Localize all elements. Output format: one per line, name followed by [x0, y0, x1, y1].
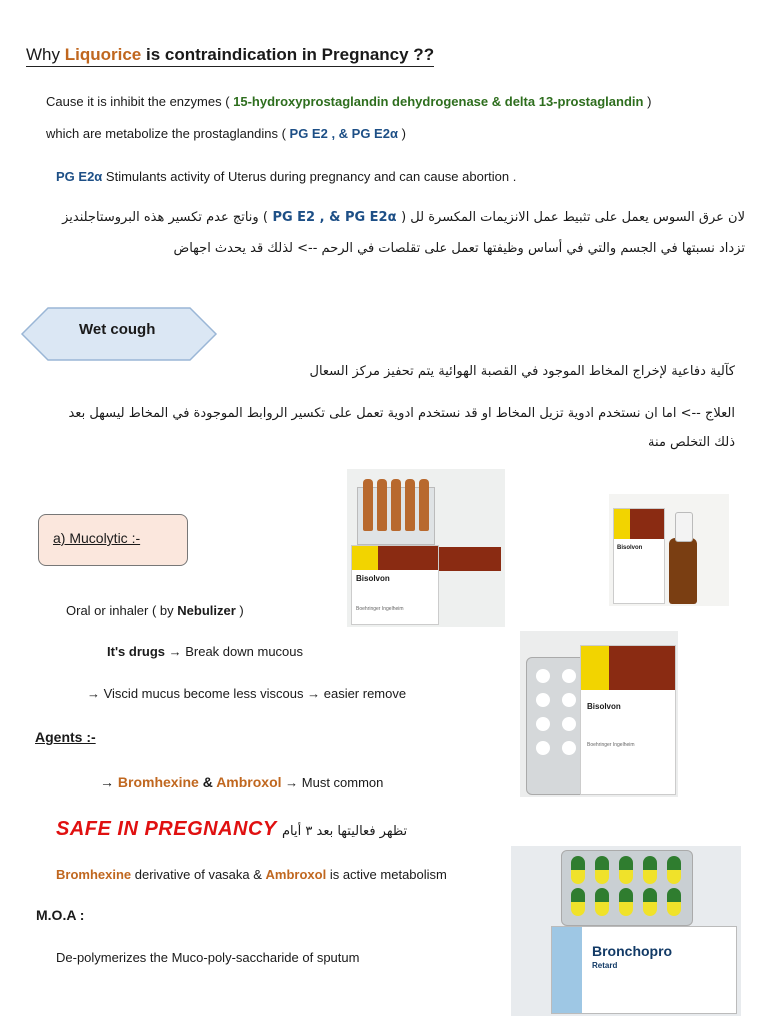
bisolvon-syrup-photo	[609, 494, 729, 606]
common-text: → Must common	[281, 775, 384, 790]
wet-cough-label: Wet cough	[79, 321, 156, 338]
arabic-para-2-line-1: كآلية دفاعية لإخراج المخاط الموجود في القصبة الهوائية يتم تحفيز مركز السعال	[309, 364, 735, 379]
cause-text: Cause it is inhibit the enzymes (	[46, 94, 234, 109]
drugs-text: It's drugs	[107, 644, 165, 659]
arabic-para-1-line-2: تزداد نسبتها في الجسم والتي في أساس وظيفتها تعمل على تقلصات في الرحم --> لذلك قد يحدث اجهاض	[173, 241, 745, 256]
uterus-text: Stimulants activity of Uterus during pregnancy and can cause abortion .	[102, 169, 517, 184]
breakdown-text: → Break down mucous	[165, 644, 304, 659]
maker-label: Boehringer Ingelheim	[356, 606, 404, 612]
oral-paren: )	[235, 603, 244, 618]
arabic-text: ) وناتج عدم تكسير هذه البروستاجلنديز	[62, 210, 268, 225]
cause-paren: )	[643, 94, 652, 109]
moa-text: De-polymerizes the Muco-poly-saccharide of sputum	[56, 950, 360, 965]
cause-line-2	[46, 126, 406, 141]
pg-text: PG E2 , & PG E2α	[289, 126, 398, 141]
cause-line-3	[56, 169, 516, 184]
bisolvon-ampoules-photo	[347, 469, 505, 627]
derivative-text: derivative of vasaka &	[131, 867, 266, 882]
ambroxol-text: Ambroxol	[265, 867, 327, 882]
mucolytic-label: a) Mucolytic :-	[53, 530, 141, 546]
bisolvon-label: Bisolvon	[356, 574, 390, 583]
derivative-line	[56, 867, 447, 882]
safe-in-pregnancy: SAFE IN PREGNANCY	[56, 818, 277, 840]
arabic-text: لان عرق السوس يعمل على تثبيط عمل الانزيمات المكسرة لل (	[401, 210, 745, 225]
mucolytic-box	[38, 514, 188, 566]
amp-text: &	[198, 774, 217, 790]
syrup-bisolvon-label: Bisolvon	[617, 545, 643, 551]
metab-text: which are metabolize the prostaglandins (	[46, 126, 290, 141]
title-post: is contraindication in Pregnancy ??	[141, 45, 435, 64]
page-title	[26, 45, 434, 67]
ambroxol-text: Ambroxol	[216, 774, 282, 790]
oral-text: Oral or inhaler ( by	[66, 603, 178, 618]
oral-inhaler-line	[66, 603, 244, 618]
arabic-para-2-line-2: العلاج --> اما ان نستخدم ادوية تزيل المخاط او قد نستخدم ادوية تعمل على تكسير الروابط الموجودة في المخاط ليسهل بعد	[68, 406, 735, 421]
cause-line-1	[46, 94, 651, 109]
viscid-line: → Viscid mucus become less viscous → easier remove	[87, 686, 407, 701]
bromhexine-text: Bromhexine	[117, 774, 199, 790]
wet-cough-badge	[20, 306, 218, 362]
arrow-icon: →	[100, 774, 118, 790]
arabic-pg-text: PG E2 , & PG E2α	[267, 210, 402, 225]
drugs-line	[107, 644, 303, 659]
agents-line	[100, 774, 383, 790]
title-liquorice: Liquorice	[64, 45, 142, 64]
title-pre: Why	[26, 45, 65, 64]
enzymes-text: 15-hydroxyprostaglandin dehydrogenase & delta 13-prostaglandin	[233, 94, 644, 109]
pg-e2a-text: PG E2α	[56, 169, 103, 184]
tablets-maker-label: Boehringer Ingelheim	[587, 742, 635, 748]
agents-heading: Agents :-	[35, 729, 96, 745]
active-metab-text: is active metabolism	[326, 867, 447, 882]
tablets-bisolvon-label: Bisolvon	[587, 702, 621, 711]
bronchopro-label: Bronchopro	[592, 943, 673, 959]
nebulizer-text: Nebulizer	[177, 603, 236, 618]
safe-arabic: تظهر فعاليتها بعد ٣ أيام	[282, 824, 408, 839]
retard-label: Retard	[592, 961, 618, 970]
arabic-para-1-line-1	[62, 210, 745, 225]
bronchopro-photo	[511, 846, 741, 1016]
bisolvon-tablets-photo	[520, 631, 678, 797]
moa-heading: M.O.A :	[36, 907, 85, 923]
metab-paren: )	[397, 126, 406, 141]
bromhexine-text: Bromhexine	[56, 867, 132, 882]
arabic-para-2-line-3: ذلك التخلص منة	[648, 435, 735, 450]
